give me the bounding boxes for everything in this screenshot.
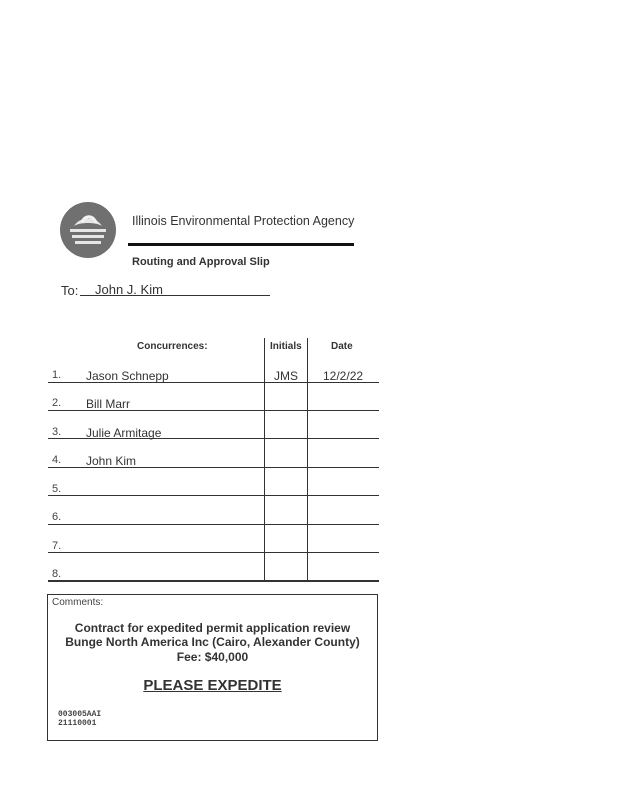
column-divider [264,338,265,581]
reference-code: 003005AAI [58,710,102,719]
row-number: 4. [52,454,62,466]
row-line [48,524,379,525]
header-divider [128,243,354,246]
row-number: 1. [52,369,62,381]
concurrence-initials: JMS [274,369,298,383]
concurrence-name: Jason Schnepp [86,369,169,383]
concurrence-name: John Kim [86,454,137,468]
column-header-date: Date [331,341,353,352]
comments-label: Comments: [52,597,104,608]
concurrence-name: Julie Armitage [86,426,162,440]
reference-code: 21110001 [58,719,97,728]
slip-title: Routing and Approval Slip [132,256,270,268]
row-number: 2. [52,397,62,409]
row-number: 5. [52,483,62,495]
comment-line: Bunge North America Inc (Cairo, Alexander County) [65,635,360,649]
row-number: 6. [52,511,62,523]
column-divider [307,338,308,581]
row-line [48,580,379,582]
column-header-concurrences: Concurrences: [137,341,208,352]
concurrence-date: 12/2/22 [323,369,364,383]
comment-fee: Fee: $40,000 [176,650,249,664]
to-label: To: [61,283,79,298]
expedite-notice: PLEASE EXPEDITE [143,677,282,694]
row-line [48,495,379,496]
agency-name: Illinois Environmental Protection Agency [132,214,355,228]
to-recipient: John J. Kim [95,282,163,297]
column-header-initials: Initials [270,341,302,352]
comment-line: Contract for expedited permit application review [74,621,351,635]
row-number: 3. [52,426,62,438]
row-number: 8. [52,568,62,580]
row-line [48,552,379,553]
iepa-logo-icon [60,202,116,258]
concurrence-name: Bill Marr [86,397,130,411]
row-number: 7. [52,540,62,552]
